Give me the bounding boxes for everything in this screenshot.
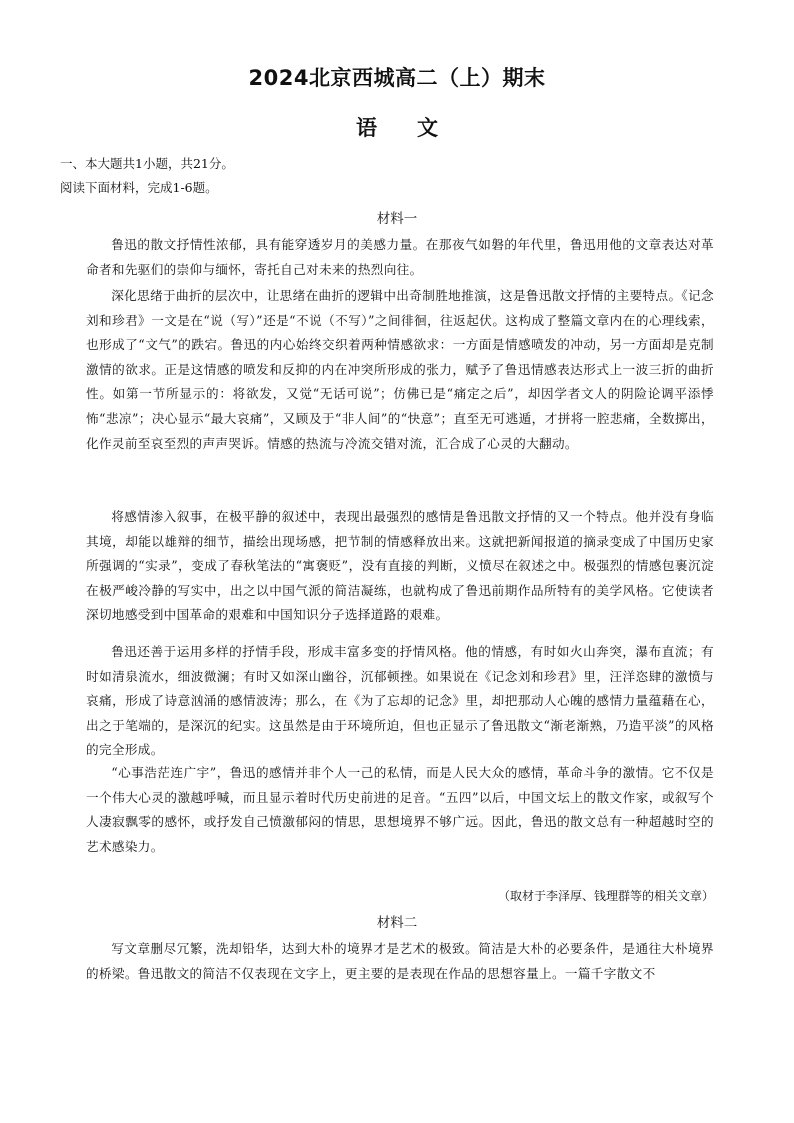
material1-paragraph-2: 深化思绪于曲折的层次中，让思绪在曲折的逻辑中出奇制胜地推演，这是鲁迅散文抒情的主要特点。《记念刘和珍君》一文是在“说（写）”还是“不说（不写）”之间徘徊，往返起伏。这构成了整篇文章内在的心理线索，也形成了“文气”的跌宕。鲁迅的内心始终交织着两种情感欲求：一方面是情感喷发的冲动，另一方面却是克制激情的欲求。正是这情感的喷发和反抑的内在冲突所形成的张力，赋予了鲁迅情感表达形式上一波三折的曲折性。如第一节所显示的：将欲发，又觉“无话可说”；仿佛已是“痛定之后”，却因学者文人的阴险论调平添悸怖“悲凉”；决心显示“最大哀痛”，又顾及于“非人间”的“快意”；直至无可逃遁，才拼将一腔悲痛，全数掷出，化作灵前至哀至烈的声声哭诉。情感的热流与冷流交错对流，汇合成了心灵的大翻动。 (86, 288, 714, 451)
page-title: 2024北京西城高二（上）期末 (248, 66, 546, 90)
task-instruction: 阅读下面材料，完成1-6题。 (60, 180, 218, 195)
material1-paragraph-4: 鲁迅还善于运用多样的抒情手段，形成丰富多变的抒情风格。他的情感，有时如火山奔突，瀑布直流；有时如清泉流水，细波微澜；有时又如深山幽谷，沉郁顿挫。如果说在《记念刘和珍君》里，汪洋恣肆的激愤与哀痛，形成了诗意汹涌的感情波涛；那么，在《为了忘却的记念》里，却把那动人心魄的感情力量蕴藉在心，出之于笔端的，是深沉的纪实。这虽然是由于环境所迫，但也正显示了鲁迅散文“渐老渐熟，乃造平淡”的风格的完全形成。 (86, 644, 714, 758)
material1-source: （取材于李泽厚、钱理群等的相关文章） (497, 889, 714, 903)
material1-heading: 材料一 (376, 211, 418, 227)
material2-heading: 材料二 (376, 915, 418, 931)
material2-paragraph-1: 写文章删尽冗繁，洗却铅华，达到大朴的境界才是艺术的极致。简洁是大朴的必要条件，是通往大朴境界的桥梁。鲁迅散文的简洁不仅表现在文字上，更主要的是表现在作品的思想容量上。一篇千字散文不 (86, 941, 714, 981)
material1-paragraph-3: 将感情渗入叙事，在极平静的叙述中，表现出最强烈的感情是鲁迅散文抒情的又一个特点。他并没有身临其境，却能以雄辩的细节，描绘出现场感，把节制的情感释放出来。这就把新闻报道的摘录变成了中国历史家所强调的“实录”，变成了春秋笔法的“寓褒贬”，没有直接的判断，义愤尽在叙述之中。极强烈的情感包裹沉淀在极严峻冷静的写实中，出之以中国气派的简洁凝练，也就构成了鲁迅前期作品所特有的美学风格。它使读者深切地感受到中国革命的艰难和中国知识分子选择道路的艰难。 (86, 509, 714, 623)
subject-title: 语文 (356, 116, 478, 140)
section-instruction: 一、本大题共1小题，共21分。 (60, 156, 234, 171)
material1-paragraph-5: “心事浩茫连广宇”，鲁迅的感情并非个人一己的私情，而是人民大众的感情，革命斗争的激情。它不仅是一个伟大心灵的激越呼喊，而且显示着时代历史前进的足音。“五四”以后，中国文坛上的散文作家，或叙写个人凄寂飘零的感怀，或抒发自己愤激郁闷的情思，思想境界不够广远。因此，鲁迅的散文总有一种超越时空的艺术感染力。 (86, 765, 714, 854)
material1-paragraph-1: 鲁迅的散文抒情性浓郁，具有能穿透岁月的美感力量。在那夜气如磐的年代里，鲁迅用他的文章表达对革命者和先驱们的崇仰与缅怀，寄托自己对未来的热烈向往。 (86, 237, 714, 277)
